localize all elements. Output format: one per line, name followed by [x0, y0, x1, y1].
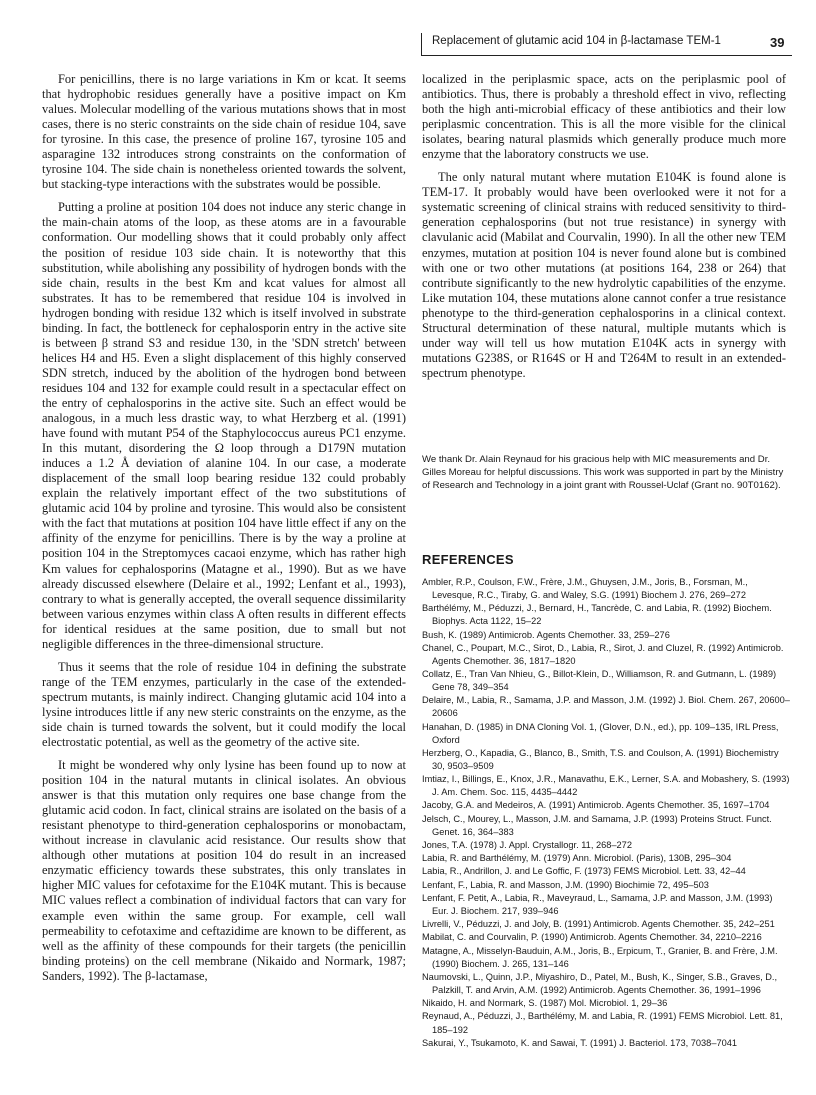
reference-item: Nikaido, H. and Normark, S. (1987) Mol. Microbiol. 1, 29–36 [422, 998, 668, 1009]
reference-item: Delaire, M., Labia, R., Samama, J.P. and Masson, J.M. (1992) J. Biol. Chem. 267, 20600–20606 [422, 695, 790, 719]
reference-item: Sakurai, Y., Tsukamoto, K. and Sawai, T. (1991) J. Bacteriol. 173, 7038–7041 [422, 1037, 738, 1048]
body-paragraph: localized in the periplasmic space, acts on the periplasmic pool of antibiotics. Thus, there is probably a threshold effect in vivo, reflecting both the high anti-microbial efficacy of these antibiotics and their low periplasmic concentration. This is all the more visible for the clinical isolates, bearing natural plasmids which generally produce much more enzyme that the laboratory constructs we use. [422, 72, 786, 162]
reference-list [422, 576, 790, 1050]
reference-item: Reynaud, A., Péduzzi, J., Barthélémy, M. and Labia, R. (1991) FEMS Microbiol. Lett. 81, 185–192 [422, 1011, 783, 1035]
reference-item: Barthélémy, M., Péduzzi, J., Bernard, H., Tancrède, C. and Labia, R. (1992) Biochem. Biophys. Acta 1122, 15–22 [422, 603, 772, 627]
page-number: 39 [770, 35, 785, 50]
reference-item: Lenfant, F., Labia, R. and Masson, J.M. (1990) Biochimie 72, 495–503 [422, 879, 709, 890]
reference-item: Lenfant, F. Petit, A., Labia, R., Maveyraud, L., Samama, J.P. and Masson, J.M. (1993) Eur. J. Biochem. 217, 939–946 [422, 892, 773, 916]
reference-item: Naumovski, L., Quinn, J.P., Miyashiro, D., Patel, M., Bush, K., Singer, S.B., Graves, D., Palzkill, T. and Arvin, A.M. (1992) Antimicrob. Agents Chemother. 36, 1991–1996 [422, 971, 778, 996]
reference-item: Jacoby, G.A. and Medeiros, A. (1991) Antimicrob. Agents Chemother. 35, 1697–1704 [422, 800, 770, 811]
body-paragraph: The only natural mutant where mutation E104K is found alone is TEM-17. It probably would have been overlooked were it not for a systematic screening of clinical strains with reduced sensitivity to third-generation cephalosporins (but not true resistance) in synergy with clavulanic acid (Mabilat and Courvalin, 1990). In all the other new TEM enzymes, mutation at position 104 is never found alone but is combined with one or two other mutations (at positions 164, 238 or 264) that contribute significantly to the new hydrolytic capabilities of the enzyme. Like mutation 104, these mutations alone cannot confer a true resistance phenotype to the third-generation cephalosporins in a clinical context. Structural determination of these natural, multiple mutants which is under way will tell us how mutation E104K acts in synergy with mutations G238S, or R164S or H and T264M to result in an extended-spectrum phenotype. [422, 170, 786, 380]
body-paragraph: It might be wondered why only lysine has been found up to now at position 104 in the natural mutants in clinical isolates. An obvious answer is that this mutation only requires one base change from the glutamic acid codon. In fact, clinical strains are isolated on the basis of a resistant phenotype to third-generation cephalosporins or monobactam, without increase in clavulanic acid resistance. Our results show that although other mutations at position 104 do result in an increased enzymatic efficiency towards these substrates, this only translates in higher MIC values for cefotaxime for the E104K mutant. This is because MIC values reflect a combination of individual factors that can vary for example even within the same group. For example, cell wall permeability to cefotaxime and ceftazidime are known to be different, as well as the affinity of these compounds for their targets (the penicillin binding proteins) on the cell membrane (Nikaido and Normark, 1987; Sanders, 1992). The β-lactamase, [42, 758, 406, 983]
reference-item: Labia, R., Andrillon, J. and Le Goffic, F. (1973) FEMS Microbiol. Lett. 33, 42–44 [422, 866, 746, 877]
left-column [42, 72, 406, 984]
reference-item: Jelsch, C., Mourey, L., Masson, J.M. and Samama, J.P. (1993) Proteins Struct. Funct. Genet. 16, 364–383 [422, 813, 772, 837]
body-paragraph: For penicillins, there is no large variations in Km or kcat. It seems that hydrophobic residues generally have a positive impact on Km values. Molecular modelling of the various mutations shows that in most cases, there is no steric constraints on the side chain of residue 104, save for tyrosine. In this case, the presence of proline 167, tyrosine 105 and asparagine 132 introduces strong constraints on the conformation of tyrosine 104. The side chain is nonetheless oriented towards the solvent, but stacking-type interactions with the substrates would be possible. [42, 72, 406, 192]
reference-item: Imtiaz, I., Billings, E., Knox, J.R., Manavathu, E.K., Lerner, S.A. and Mobashery, S. (1993) J. Am. Chem. Soc. 115, 4435–4442 [422, 774, 790, 798]
reference-item: Chanel, C., Poupart, M.C., Sirot, D., Labia, R., Sirot, J. and Cluzel, R. (1992) Antimicrob. Agents Chemother. 36, 1817–1820 [422, 642, 784, 666]
reference-item: Mabilat, C. and Courvalin, P. (1990) Antimicrob. Agents Chemother. 34, 2210–2216 [422, 932, 762, 943]
reference-item: Collatz, E., Tran Van Nhieu, G., Billot-Klein, D., Williamson, R. and Gutmann, L. (1989) Gene 78, 349–354 [422, 669, 777, 693]
reference-item: Bush, K. (1989) Antimicrob. Agents Chemother. 33, 259–276 [422, 629, 670, 640]
reference-item: Livrelli, V., Péduzzi, J. and Joly, B. (1991) Antimicrob. Agents Chemother. 35, 242–251 [422, 919, 775, 930]
references-heading: REFERENCES [422, 552, 514, 567]
reference-item: Matagne, A., Misselyn-Bauduin, A.M., Joris, B., Erpicum, T., Granier, B. and Frère, J.M. (1990) Biochem. J. 265, 131–146 [422, 945, 778, 969]
right-column [422, 72, 786, 381]
body-paragraph: Thus it seems that the role of residue 104 in defining the substrate range of the TEM enzymes, particularly in the case of the extended-spectrum mutants, is mainly indirect. Changing glutamic acid 104 into a lysine introduces little if any new steric constraints on the enzyme, as the side chain is turned towards the solvent, but it could modify the local electrostatic potential, as well as the geometry of the active site. [42, 659, 406, 750]
acknowledgement: We thank Dr. Alain Reynaud for his gracious help with MIC measurements and Dr. Gilles Moreau for helpful discussions. This work was supported in part by the Ministry of Research and Technology in a joint grant with Roussel-Uclaf (Grant no. 90T0162). [422, 454, 784, 491]
body-paragraph: Putting a proline at position 104 does not induce any steric change in the main-chain atoms of the loop, as these atoms are in a favourable conformation. Our modelling shows that it could probably only affect the position of residue 103 side chain. It is noteworthy that this substitution, while abolishing any possibility of hydrogen bonds with the side chain, results in the best Km and kcat values for almost all substrates. It has to be remembered that residue 104 is involved in hydrogen bonding with residue 132 which is itself involved in substrate binding. In fact, the bottleneck for cephalosporin entry in the active site is between β strand S3 and residue 130, in the 'SDN stretch' between helices H4 and H5. Even a slight displacement of this highly conserved SDN stretch, induced by the abolition of the hydrogen bond between residues 104 and 132 for example could result in a spectacular effect on the entry of cephalosporins in the active site. Such an effect would be analogous, in a much less drastic way, to what Herzberg et al. (1991) have found with mutant P54 of the Staphylococcus aureus PC1 enzyme. In this mutant, disordering the Ω loop through a D179N mutation induces a 1.2 Å deviation of alanine 104. In our case, a moderate displacement of the small loop bearing residue 132 could probably explain the relatively important effect of the two substitutions of glutamic acid 104 by proline and tyrosine. This would also be consistent with the fact that mutations at position 104 have little effect if any on the affinity of the enzyme for penicillins. There is by the way a proline at position 104 in the Streptomyces cacaoi enzyme, which has rather high Km values for cephalosporins (Matagne et al., 1990). But as we have already discussed elsewhere (Delaire et al., 1992; Lenfant et al., 1993), contrary to what is generally accepted, the overall sequence dissimilarity between various enzymes within class A often results in different effects for identical residues at the same position, due to small but not negligible differences in the three-dimensional structure. [42, 200, 406, 651]
reference-item: Labia, R. and Barthélémy, M. (1979) Ann. Microbiol. (Paris), 130B, 295–304 [422, 853, 732, 864]
reference-item: Hanahan, D. (1985) in DNA Cloning Vol. 1, (Glover, D.N., ed.), pp. 109–135, IRL Press, Oxford [422, 721, 779, 745]
reference-item: Jones, T.A. (1978) J. Appl. Crystallogr. 11, 268–272 [422, 840, 632, 850]
reference-item: Herzberg, O., Kapadia, G., Blanco, B., Smith, T.S. and Coulson, A. (1991) Biochemistry 30, 9503–9509 [422, 747, 779, 771]
reference-item: Ambler, R.P., Coulson, F.W., Frère, J.M., Ghuysen, J.M., Joris, B., Forsman, M., Levesque, R.C., Tiraby, G. and Waley, S.G. (1991) Biochem J. 276, 269–272 [422, 577, 748, 601]
running-header-title: Replacement of glutamic acid 104 in β-lactamase TEM-1 [432, 35, 721, 47]
